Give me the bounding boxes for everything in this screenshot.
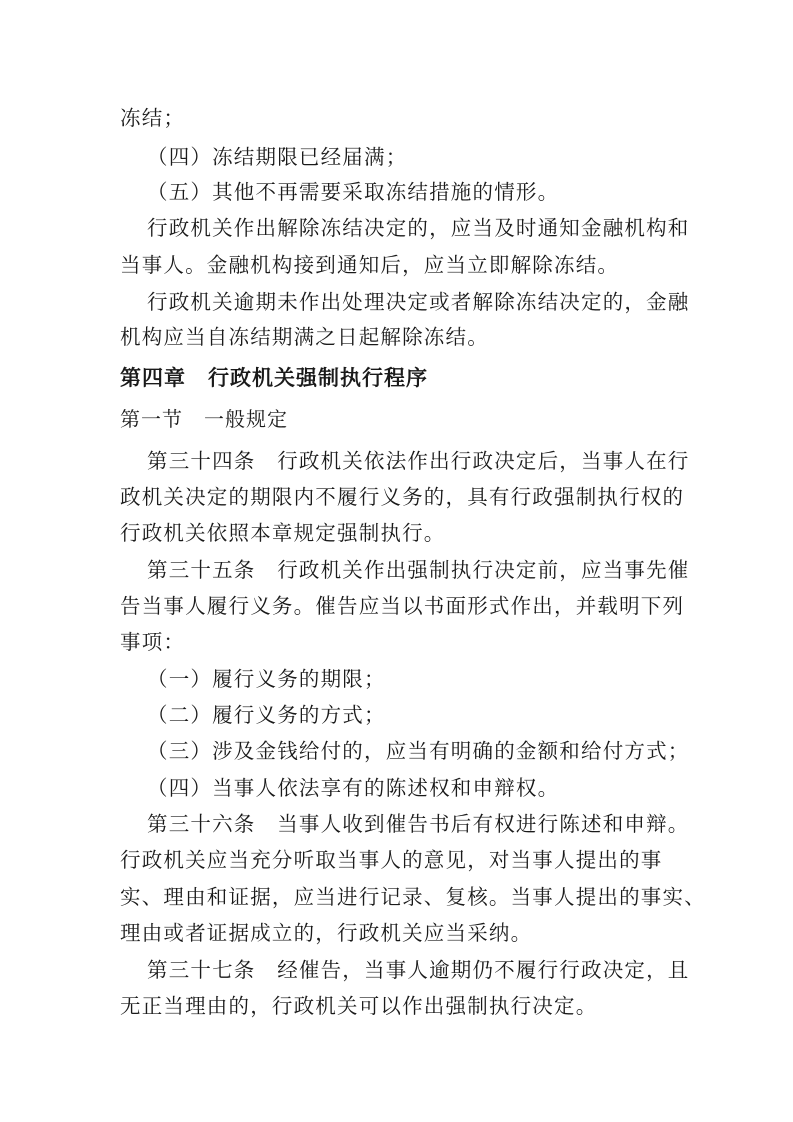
text-line: 第三十四条 行政机关依法作出行政决定后，当事人在行 <box>147 449 690 473</box>
text-line: （二）履行义务的方式； <box>147 703 386 727</box>
section-heading: 第一节 一般规定 <box>120 407 288 431</box>
text-line: 理由或者证据成立的，行政机关应当采纳。 <box>120 921 533 945</box>
text-line: （四）当事人依法享有的陈述权和申辩权。 <box>147 776 560 800</box>
text-line: 行政机关应当充分听取当事人的意见，对当事人提出的事 <box>120 848 663 872</box>
text-line: 当事人。金融机构接到通知后，应当立即解除冻结。 <box>120 253 620 277</box>
text-line: 第三十六条 当事人收到催告书后有权进行陈述和申辩。 <box>147 812 690 836</box>
text-line: （三）涉及金钱给付的，应当有明确的金额和给付方式； <box>147 739 690 763</box>
chapter-heading: 第四章 行政机关强制执行程序 <box>120 366 428 390</box>
text-line: 无正当理由的，行政机关可以作出强制执行决定。 <box>120 994 598 1018</box>
text-line: 实、理由和证据，应当进行记录、复核。当事人提出的事实、 <box>120 885 706 909</box>
text-line: 机构应当自冻结期满之日起解除冻结。 <box>120 325 489 349</box>
text-line: （五）其他不再需要采取冻结措施的情形。 <box>147 180 560 204</box>
text-line: 事项： <box>120 630 186 654</box>
text-line: 告当事人履行义务。催告应当以书面形式作出，并载明下列 <box>120 594 685 618</box>
text-line: 冻结； <box>120 106 186 130</box>
text-line: 行政机关逾期未作出处理决定或者解除冻结决定的，金融 <box>147 290 690 314</box>
text-line: 第三十七条 经催告，当事人逾期仍不履行行政决定，且 <box>147 958 690 982</box>
text-line: 第三十五条 行政机关作出强制执行决定前，应当事先催 <box>147 558 690 582</box>
text-line: 行政机关依照本章规定强制执行。 <box>120 521 446 545</box>
text-line: 行政机关作出解除冻结决定的，应当及时通知金融机构和 <box>147 216 690 240</box>
text-line: 政机关决定的期限内不履行义务的，具有行政强制执行权的 <box>120 485 685 509</box>
text-line: （一）履行义务的期限； <box>147 667 386 691</box>
text-line: （四）冻结期限已经届满； <box>147 145 408 169</box>
